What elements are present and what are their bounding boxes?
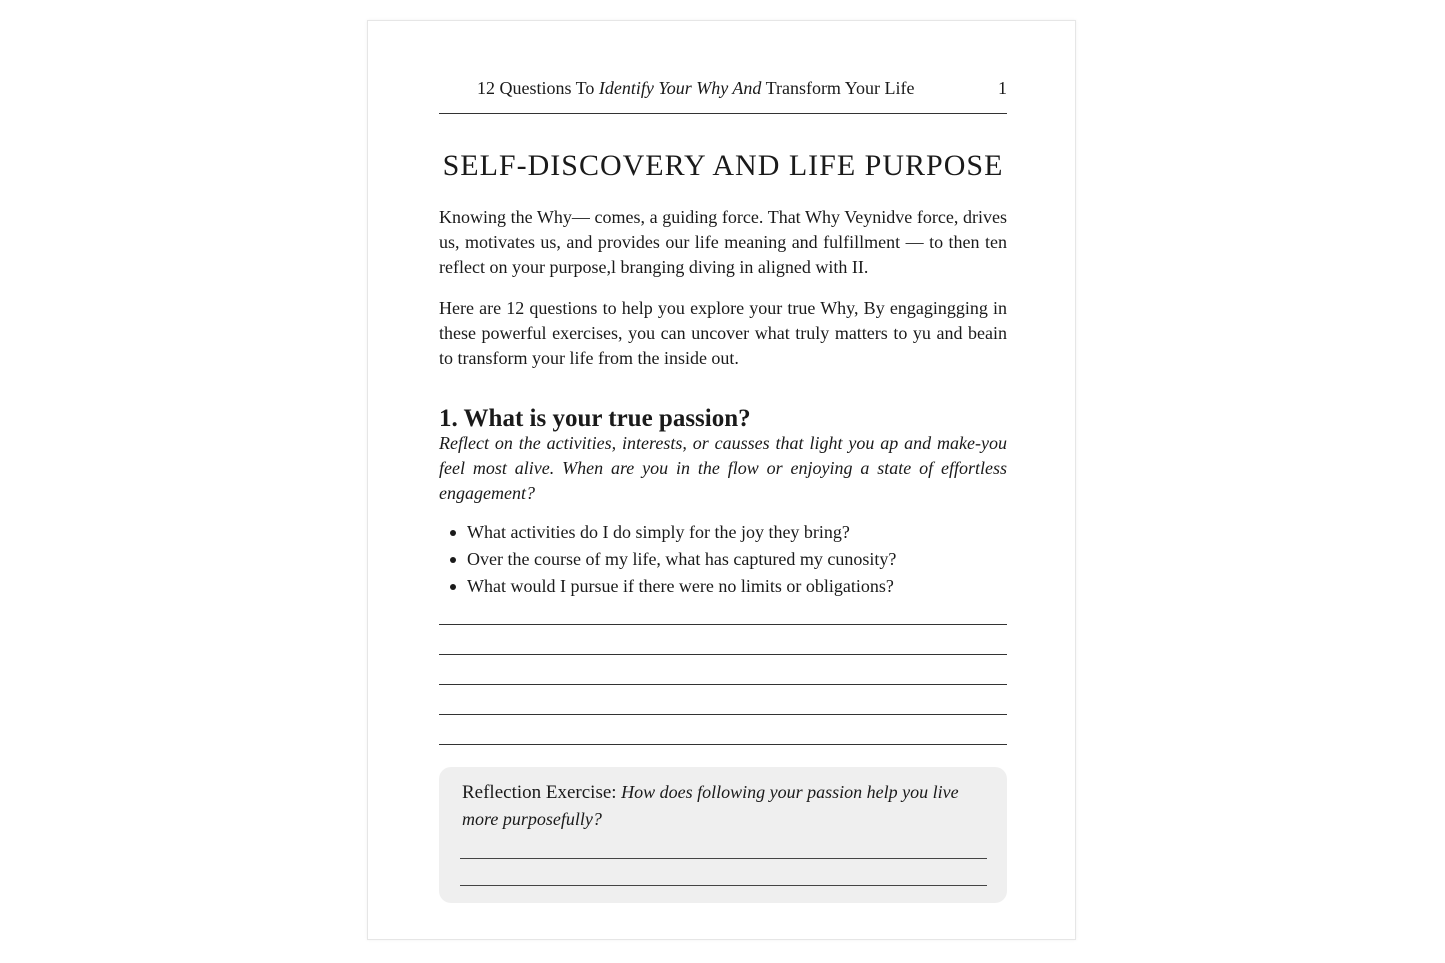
bullet-text: What would I pursue if there were no limits or obligations? — [467, 576, 894, 596]
writing-line — [439, 714, 1007, 715]
bullet-item — [439, 519, 1007, 546]
running-title — [477, 78, 914, 99]
intro-paragraph-1: Knowing the Why— comes, a guiding force. That Why Veynidve force, drives us, motivates us, and provides our life meaning and fulfillment — to then ten reflect on your purpose,l branging diving in aligned with II. — [439, 207, 1007, 277]
bullet-dot-icon — [450, 530, 456, 536]
answer-writing-lines — [439, 624, 1007, 774]
reflection-writing-line — [460, 885, 987, 886]
bullet-text: Over the course of my life, what has captured my cunosity? — [467, 549, 897, 569]
reflection-text — [462, 779, 982, 832]
question-heading: 1. What is your true passion? — [439, 405, 751, 432]
question-prompt: Reflect on the activities, interests, or causses that light you ap and make-you feel most alive. When are you in the flow or enjoying a state of effortless engagement? — [439, 433, 1007, 503]
writing-line — [439, 684, 1007, 685]
bullet-item — [439, 573, 1007, 600]
bullet-item — [439, 546, 1007, 573]
document-page — [367, 20, 1076, 940]
running-title-start: 12 Questions To — [477, 78, 599, 98]
reflection-label: Reflection Exercise: — [462, 782, 617, 803]
running-header — [439, 76, 1007, 114]
reflection-exercise-box — [439, 767, 1007, 903]
page-number: 1 — [998, 78, 1007, 98]
writing-line — [439, 624, 1007, 625]
running-title-end: Transform Your Life — [761, 78, 915, 98]
reflection-writing-line — [460, 858, 987, 859]
writing-line — [439, 744, 1007, 745]
reflection-question: How does following your passion help you live more purposefully? — [462, 782, 959, 829]
running-title-italic: Identify Your Why And — [598, 78, 762, 98]
chapter-title: SELF-DISCOVERY AND LIFE PURPOSE — [442, 149, 1004, 182]
question-bullet-list — [439, 519, 1007, 600]
intro-paragraph-2: Here are 12 questions to help you explore your true Why, By engagingging in these powerful exercises, you can uncover what truly matters to yu and beain to transform your life from the inside out. — [439, 298, 1007, 368]
writing-line — [439, 654, 1007, 655]
bullet-dot-icon — [450, 584, 456, 590]
bullet-text: What activities do I do simply for the joy they bring? — [467, 522, 850, 542]
bullet-dot-icon — [450, 557, 456, 563]
